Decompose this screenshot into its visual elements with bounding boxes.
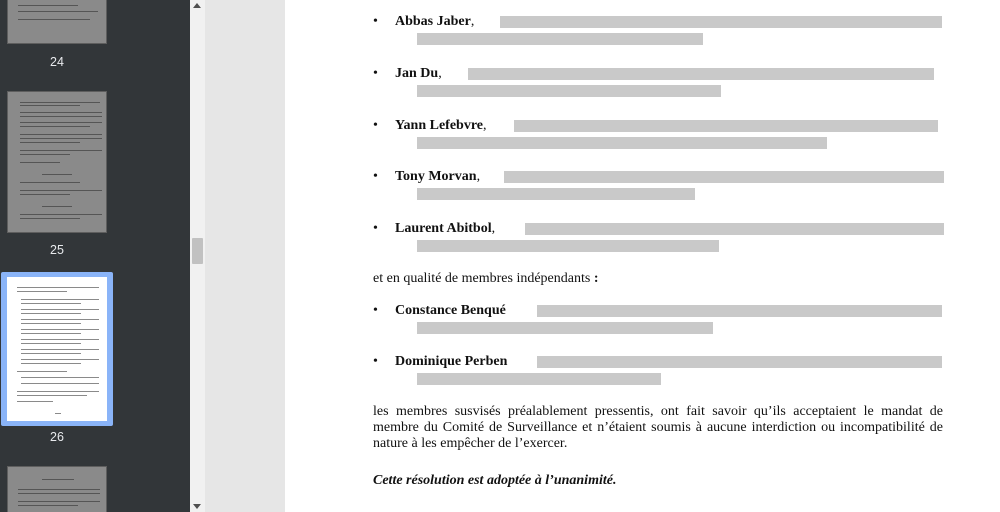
thumbnail-page-number: 24 (50, 55, 64, 69)
member-item: • Abbas Jaber, (373, 14, 475, 29)
bullet-icon: • (373, 221, 378, 236)
redaction-bar (417, 188, 695, 200)
resolution-statement: Cette résolution est adoptée à l’unanimité. (373, 473, 617, 488)
redaction-bar (417, 322, 713, 334)
redaction-bar (500, 16, 942, 28)
bullet-icon: • (373, 66, 378, 81)
thumbnail-image (7, 0, 107, 44)
redaction-bar (468, 68, 934, 80)
acceptance-paragraph: les membres susvisés préalablement pressentis, ont fait savoir qu’ils acceptaient le mandat de membre du Comité de Surveillance et n’étaient soumis à aucune interdiction ou incompatibilité de nature à les empêcher de l’exercer. (373, 404, 943, 451)
thumbnail-page-number: 26 (50, 430, 64, 444)
bullet-icon: • (373, 118, 378, 133)
independent-members-intro: et en qualité de membres indépendants : (373, 271, 599, 286)
bullet-icon: • (373, 14, 378, 29)
member-item: • Jan Du, (373, 66, 442, 81)
member-item: • Yann Lefebvre, (373, 118, 487, 133)
redaction-bar (514, 120, 938, 132)
redaction-bar (537, 305, 942, 317)
thumbnail-image (7, 466, 107, 512)
scrollbar-thumb[interactable] (192, 238, 203, 264)
member-name: Jan Du (395, 66, 439, 81)
bullet-icon: • (373, 303, 378, 318)
redaction-bar (417, 373, 661, 385)
viewer-background (205, 0, 285, 512)
redaction-bar (537, 356, 942, 368)
thumbnail-sidebar (0, 0, 190, 512)
member-item: • Laurent Abitbol, (373, 221, 496, 236)
redaction-bar (525, 223, 944, 235)
redaction-bar (504, 171, 944, 183)
member-name: Tony Morvan (395, 169, 477, 184)
member-item: • Tony Morvan, (373, 169, 481, 184)
redaction-bar (417, 137, 827, 149)
member-name: Dominique Perben (395, 354, 508, 369)
bullet-icon: • (373, 354, 378, 369)
member-name: Abbas Jaber (395, 14, 471, 29)
thumbnail-page-number: 25 (50, 243, 64, 257)
member-name: Laurent Abitbol (395, 221, 492, 236)
thumbnail-image (7, 277, 107, 421)
scroll-down-arrow-icon[interactable] (193, 504, 201, 509)
bullet-icon: • (373, 169, 378, 184)
redaction-bar (417, 33, 703, 45)
member-name: Constance Benqué (395, 303, 506, 318)
sidebar-scrollbar[interactable] (190, 0, 205, 512)
redaction-bar (417, 85, 721, 97)
scroll-up-arrow-icon[interactable] (193, 3, 201, 8)
redaction-bar (417, 240, 719, 252)
member-name: Yann Lefebvre (395, 118, 484, 133)
thumbnail-image (7, 91, 107, 233)
document-page (285, 0, 1000, 512)
